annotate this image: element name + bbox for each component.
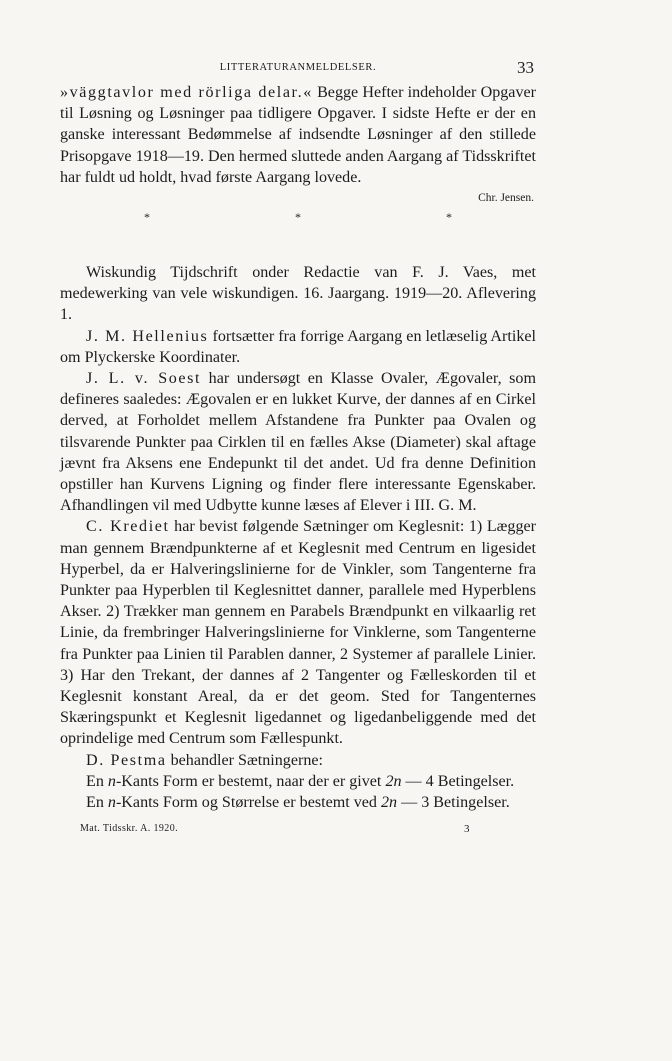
journal-signature: Mat. Tidsskr. A. 1920. bbox=[80, 823, 178, 835]
section-separator bbox=[60, 210, 536, 244]
review-paragraph-hellenius: J. M. Hellenius fortsætter fra forrige Aargang en letlæselig Artikel om Plyckerske Koordinater. bbox=[60, 327, 537, 366]
closing-paragraph bbox=[60, 82, 536, 188]
asterisk: * bbox=[446, 210, 452, 225]
page-footer bbox=[60, 817, 536, 837]
asterisk: * bbox=[144, 210, 150, 225]
math-variable: n bbox=[107, 772, 116, 790]
author-name: J. L. v. Soest bbox=[86, 370, 202, 388]
running-title: LITTERATURANMELDELSER. bbox=[219, 62, 377, 73]
review-paragraph-pestma: D. Pestma behandler Sætningerne: bbox=[86, 751, 323, 769]
page-number: 33 bbox=[517, 58, 534, 77]
quoted-title: »väggtavlor med rörliga delar.« bbox=[60, 84, 313, 101]
asterisk: * bbox=[295, 210, 301, 225]
author-name: C. Krediet bbox=[86, 518, 170, 536]
review-intro: Wiskundig Tijdschrift onder Redactie van F. J. Vaes, met medewerking van vele wiskundigen. 16. Jaargang. 1919—20. Aflevering 1. bbox=[60, 264, 536, 324]
author-name: J. M. Hellenius bbox=[86, 327, 209, 345]
page-header bbox=[60, 56, 536, 82]
review-paragraph-soest: J. L. v. Soest har undersøgt en Klasse Ovaler, Ægovaler, som defineres saaledes: Ægovalen er en lukket Kurve, der dannes af en Cirkel derved, at Forholdet mellem Afstandene fra Punkter paa Ovalen og tilsvarende Punkter paa Cirklen til en fælles Akse (Diameter) skal aftage jævnt fra Aksens ene Endepunkt til det andet. Ud fra denne Definition opstiller han Kurvens Ligning og finder flere interessante Egenskaber. Afhandlingen vil med Udbytte kunne læses af Elever i III. G. M. bbox=[60, 370, 536, 515]
theorem-form-size: En n-Kants Form og Størrelse er bestemt ved 2n — 3 Betingelser. bbox=[86, 794, 510, 812]
review-paragraph-krediet: C. Krediet har bevist følgende Sætninger om Keglesnit: 1) Lægger man gennem Brændpunkterne af et Keglesnit med Centrum en ligesidet Hyperbel, da er Halveringslinierne for de Vinkler, som Tangenterne fra Punkter paa Hyperblen til Keglesnittet danner, parallele med Hyperblens Akser. 2) Trækker man gennem en Parabels Brændpunkt en vilkaarlig ret Linie, da frembringer Halveringslinierne for Vinklerne, som Tangenterne fra Punkter paa Linien til Parablen danner, 2 Systemer af parallele Linier. 3) Har den Trekant, der dannes af 2 Tangenter og Fælleskorden til et Keglesnit konstant Areal, da er det geom. Sted for Tangenternes Skæringspunkt et Keglesnit ligedannet og ligedanbeliggende med det oprindelige med Centrum som Fællespunkt. bbox=[60, 518, 536, 748]
body-text bbox=[60, 82, 536, 813]
math-expression: 2n bbox=[385, 772, 402, 790]
sheet-number: 3 bbox=[464, 823, 470, 836]
journal-page bbox=[60, 56, 536, 837]
theorem-form: En n-Kants Form er bestemt, naar der er givet 2n — 4 Betingelser. bbox=[86, 772, 515, 790]
math-variable: n bbox=[107, 794, 116, 812]
math-expression: 2n bbox=[381, 794, 398, 812]
author-name: D. Pestma bbox=[86, 751, 167, 769]
reviewer-signature: Chr. Jensen. bbox=[478, 192, 534, 205]
closing-paragraph-text: Begge Hefter indeholder Opgaver til Løsning og Løsninger paa tidligere Opgaver. I sidste Hefte er der en ganske interessant Bedømmelse af indsendte Løsninger af den stillede Prisopgave 1918—19. Den hermed sluttede anden Aargang af Tidsskriftet har fuldt ud holdt, hvad første Aargang lovede. bbox=[60, 84, 536, 186]
